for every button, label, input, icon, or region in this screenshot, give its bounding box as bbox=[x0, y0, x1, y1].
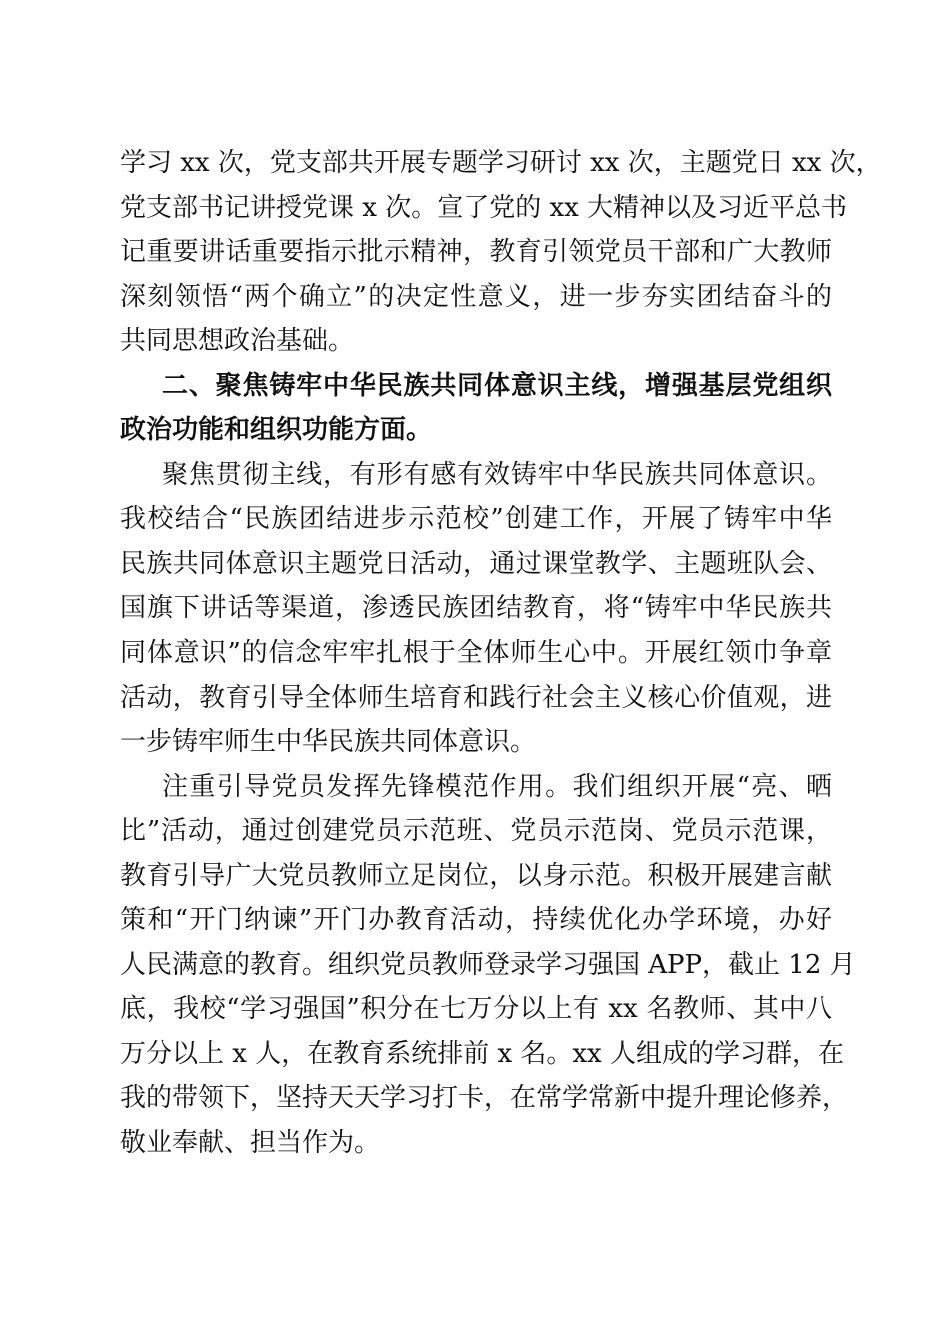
text-line: 活动，教育引导全体师生培育和践行社会主义核心价值观，进 bbox=[120, 682, 832, 713]
text-line: 我校结合“民族团结进步示范校”创建工作，开展了铸牢中华 bbox=[120, 504, 832, 535]
text-line: 党支部书记讲授党课 x 次。宣了党的 xx 大精神以及习近平总书 bbox=[120, 192, 848, 223]
text-line: 国旗下讲话等渠道，渗透民族团结教育，将“铸牢中华民族共 bbox=[120, 593, 832, 624]
text-line: 人民满意的教育。组织党员教师登录学习强国 APP，截止 12 月 bbox=[120, 949, 856, 980]
text-line: 记重要讲话重要指示批示精神，教育引领党员干部和广大教师 bbox=[120, 237, 832, 268]
text-line: 万分以上 x 人，在教育系统排前 x 名。xx 人组成的学习群，在 bbox=[120, 1038, 844, 1069]
text-line: 注重引导党员发挥先锋模范作用。我们组织开展“亮、晒 bbox=[162, 771, 832, 802]
text-line: 共同思想政治基础。 bbox=[120, 326, 355, 357]
text-line: 深刻领悟“两个确立”的决定性意义，进一步夯实团结奋斗的 bbox=[120, 281, 832, 312]
text-line: 二、聚焦铸牢中华民族共同体意识主线，增强基层党组织 bbox=[162, 370, 832, 401]
text-line: 敬业奉献、担当作为。 bbox=[120, 1128, 381, 1159]
text-line: 策和“开门纳谏”开门办教育活动，持续优化办学环境，办好 bbox=[120, 905, 832, 936]
text-line: 聚焦贯彻主线，有形有感有效铸牢中华民族共同体意识。 bbox=[162, 459, 832, 490]
paragraph bbox=[120, 141, 882, 364]
text-line: 一步铸牢师生中华民族共同体意识。 bbox=[120, 727, 537, 758]
section-heading bbox=[120, 364, 832, 453]
paragraph bbox=[120, 765, 856, 1166]
paragraph bbox=[120, 453, 832, 765]
text-line: 学习 xx 次，党支部共开展专题学习研讨 xx 次，主题党日 xx 次， bbox=[120, 148, 882, 178]
text-line: 我的带领下，坚持天天学习打卡，在常学常新中提升理论修养， bbox=[120, 1083, 849, 1114]
text-line: 同体意识”的信念牢牢扎根于全体师生心中。开展红领巾争章 bbox=[120, 638, 832, 669]
text-line: 比”活动，通过创建党员示范班、党员示范岗、党员示范课， bbox=[120, 816, 832, 847]
text-line: 民族共同体意识主题党日活动，通过课堂教学、主题班队会、 bbox=[120, 548, 832, 579]
text-line: 政治功能和组织功能方面。 bbox=[120, 415, 433, 446]
text-line: 教育引导广大党员教师立足岗位，以身示范。积极开展建言献 bbox=[120, 860, 832, 891]
document-body bbox=[120, 141, 882, 1166]
text-line: 底，我校“学习强国”积分在七万分以上有 xx 名教师、其中八 bbox=[120, 994, 832, 1025]
